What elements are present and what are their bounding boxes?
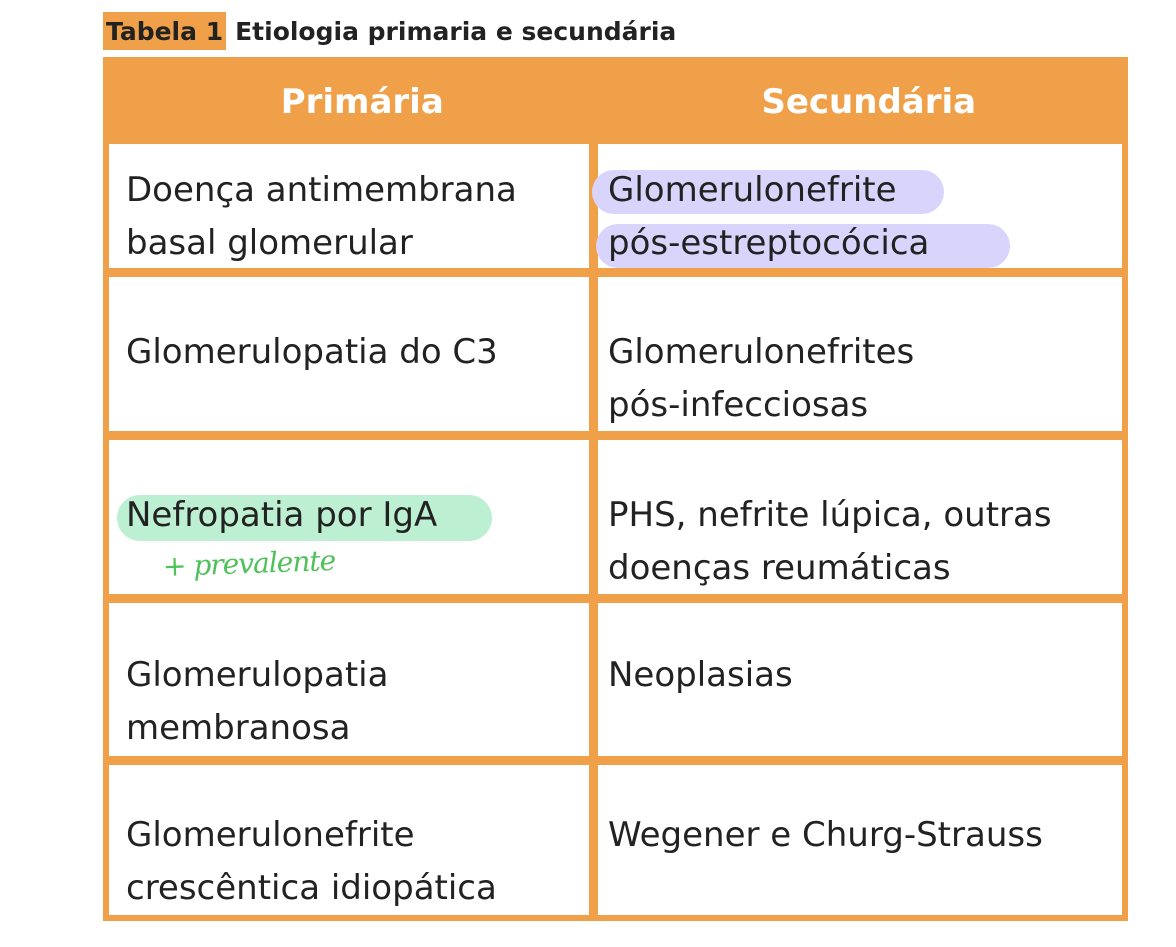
table-row — [109, 594, 1122, 756]
handwritten-note: + prevalente — [162, 544, 336, 583]
cell-primaria: Doença antimembrana basal glomerular — [109, 144, 598, 268]
cell-secundaria: Glomerulonefrites pós-infecciosas — [608, 332, 915, 425]
cell-primaria: Glomerulopatia do C3 — [109, 277, 598, 431]
cell-primaria: Glomerulonefrite crescêntica idiopática — [109, 765, 598, 915]
cell-secundaria: Wegener e Churg-Strauss — [608, 815, 1043, 855]
cell-secundaria: Glomerulonefrite pós-estreptocócica — [598, 144, 1122, 268]
etiology-table — [103, 57, 1128, 921]
cell-secundaria: Neoplasias — [608, 655, 793, 695]
table-row — [109, 135, 1122, 268]
header-primaria: Primária — [280, 82, 444, 122]
table-header — [109, 63, 1122, 141]
table-row — [109, 756, 1122, 915]
caption-label: Tabela 1 — [103, 12, 226, 50]
cell-primaria: Glomerulopatia membranosa — [109, 603, 598, 756]
table-row — [109, 268, 1122, 431]
cell-primaria: Nefropatia por IgA — [109, 440, 598, 594]
cell-secundaria: PHS, nefrite lúpica, outras doenças reumáticas — [608, 495, 1052, 588]
table-caption — [103, 12, 676, 50]
caption-title: Etiologia primaria e secundária — [235, 16, 677, 46]
header-secundaria: Secundária — [761, 82, 977, 122]
